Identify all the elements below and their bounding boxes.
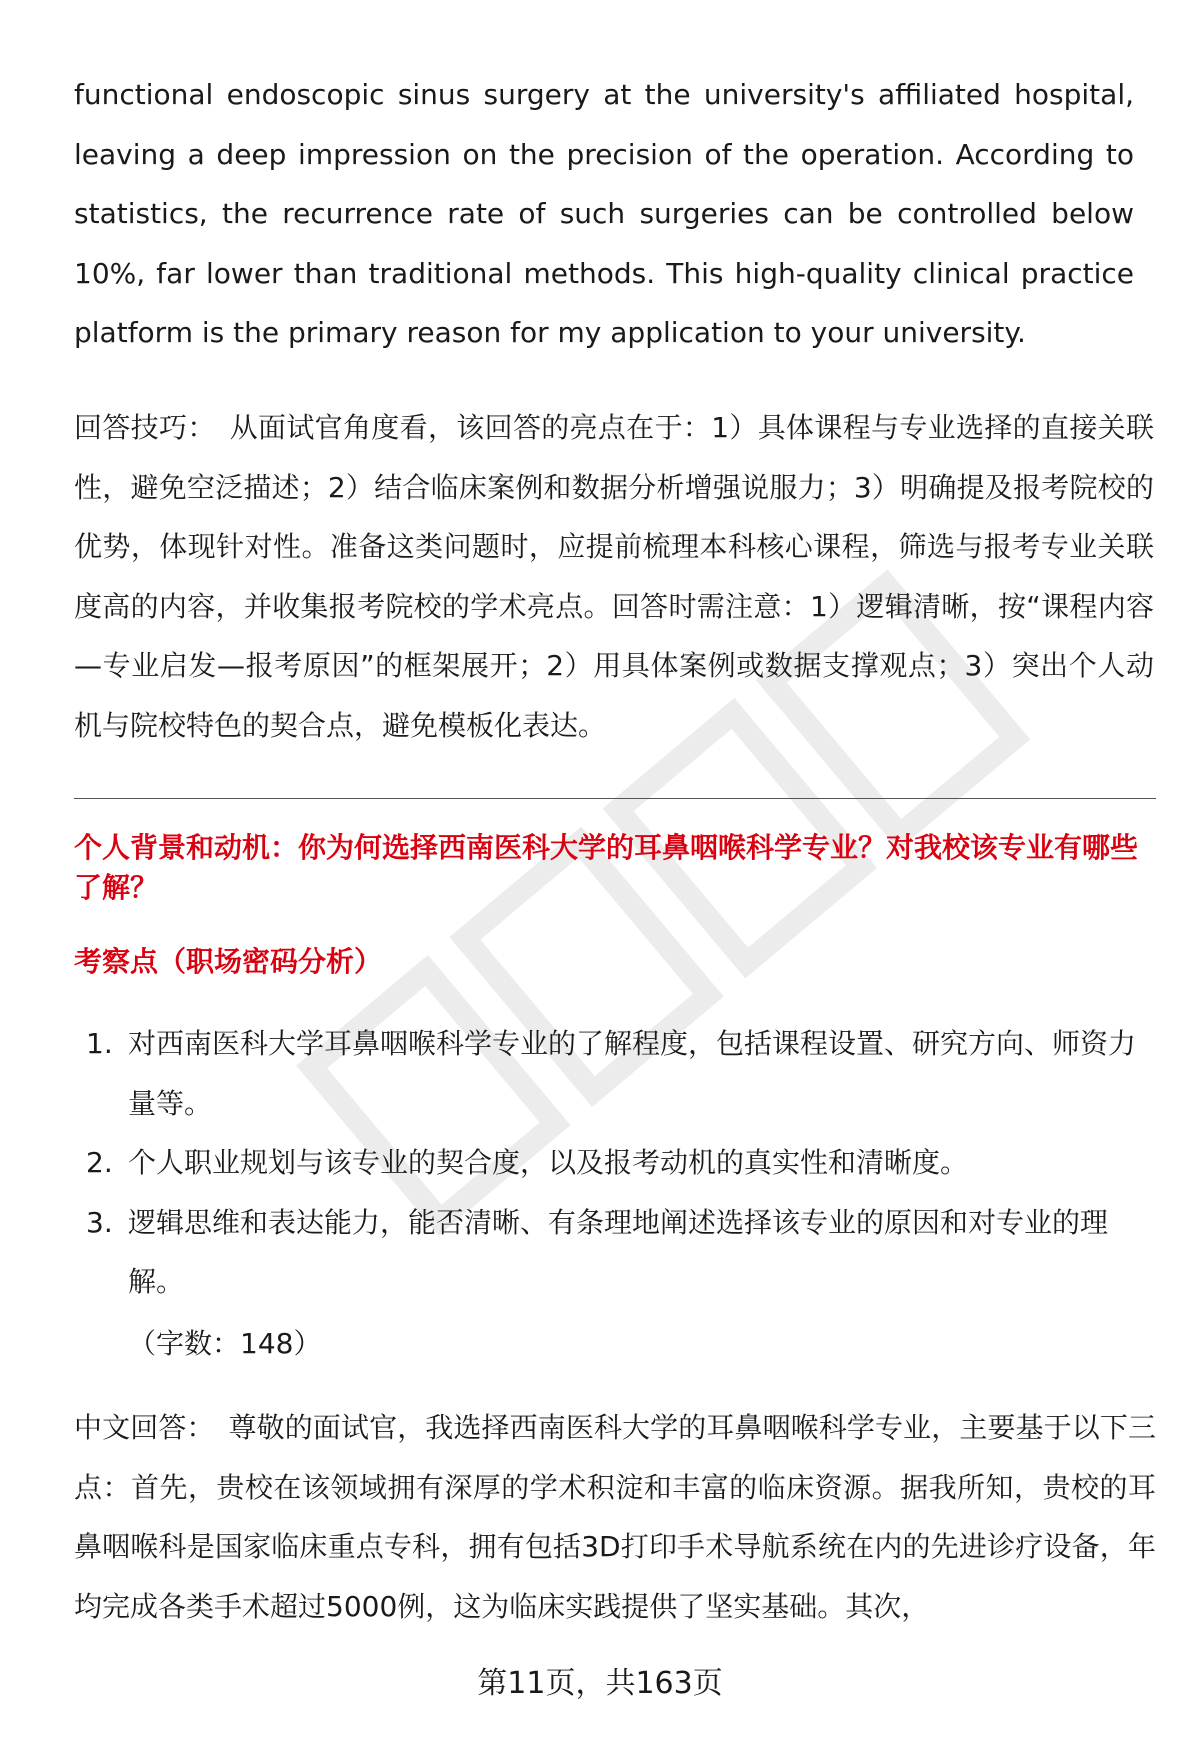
list-item-number: 3. (86, 1205, 113, 1239)
list-item (74, 1133, 1154, 1193)
page-footer: 第11页，共163页 (477, 1666, 723, 1701)
list-item-text: 个人职业规划与该专业的契合度，以及报考动机的真实性和清晰度。 (128, 1146, 969, 1179)
answer-tips-paragraph (74, 398, 1154, 755)
tips-text: 从面试官角度看，该回答的亮点在于：1）具体课程与专业选择的直接关联性，避免空泛描述；2）结合临床案例和数据分析增强说服力；3）明确提及报考院校的优势，体现针对性。准备这类问题时，应提前梳理本科核心课程，筛选与报考专业关联度高的内容，并收集报考院校的学术亮点。回答时需注意：1）逻辑清晰，按“课程内容—专业启发—报考原因”的框架展开；2）用具体案例或数据支撑观点；3）突出个人动机与院校特色的契合点，避免模板化表达。 (74, 411, 1154, 742)
list-item (74, 1014, 1154, 1133)
list-item-text: 对西南医科大学耳鼻咽喉科学专业的了解程度，包括课程设置、研究方向、师资力量等。 (128, 1027, 1137, 1120)
exam-points-title: 考察点（职场密码分析） (74, 945, 383, 978)
list-item (74, 1193, 1154, 1312)
answer-label: 中文回答： (74, 1411, 215, 1444)
list-item-number: 1. (86, 1027, 113, 1060)
tips-label: 回答技巧： (74, 411, 216, 444)
section-divider (74, 798, 1156, 799)
word-count: （字数：148） (128, 1327, 322, 1360)
question-heading: 个人背景和动机：你为何选择西南医科大学的耳鼻咽喉科学专业？对我校该专业有哪些了解？ (74, 831, 1139, 904)
exam-points-list (74, 1014, 1154, 1312)
list-item-number: 2. (86, 1146, 113, 1179)
list-item-text: 逻辑思维和表达能力，能否清晰、有条理地阐述选择该专业的原因和对专业的理解。 (128, 1205, 1109, 1298)
english-answer-paragraph: functional endoscopic sinus surgery at the university's affiliated hospital, leaving a deep impression on the precision of the operation. According to statistics, the recurrence rate of such surgeries can be controlled below 10%, far lower than traditional methods. This high-quality clinical practice platform is the primary reason for my application to your university. (74, 78, 1134, 349)
answer-text: 尊敬的面试官，我选择西南医科大学的耳鼻咽喉科学专业，主要基于以下三点：首先，贵校在该领域拥有深厚的学术积淀和丰富的临床资源。据我所知，贵校的耳鼻咽喉科是国家临床重点专科，拥有包括3D打印手术导航系统在内的先进诊疗设备，年均完成各类手术超过5000例，这为临床实践提供了坚实基础。其次， (74, 1411, 1156, 1623)
chinese-answer-paragraph (74, 1398, 1156, 1636)
